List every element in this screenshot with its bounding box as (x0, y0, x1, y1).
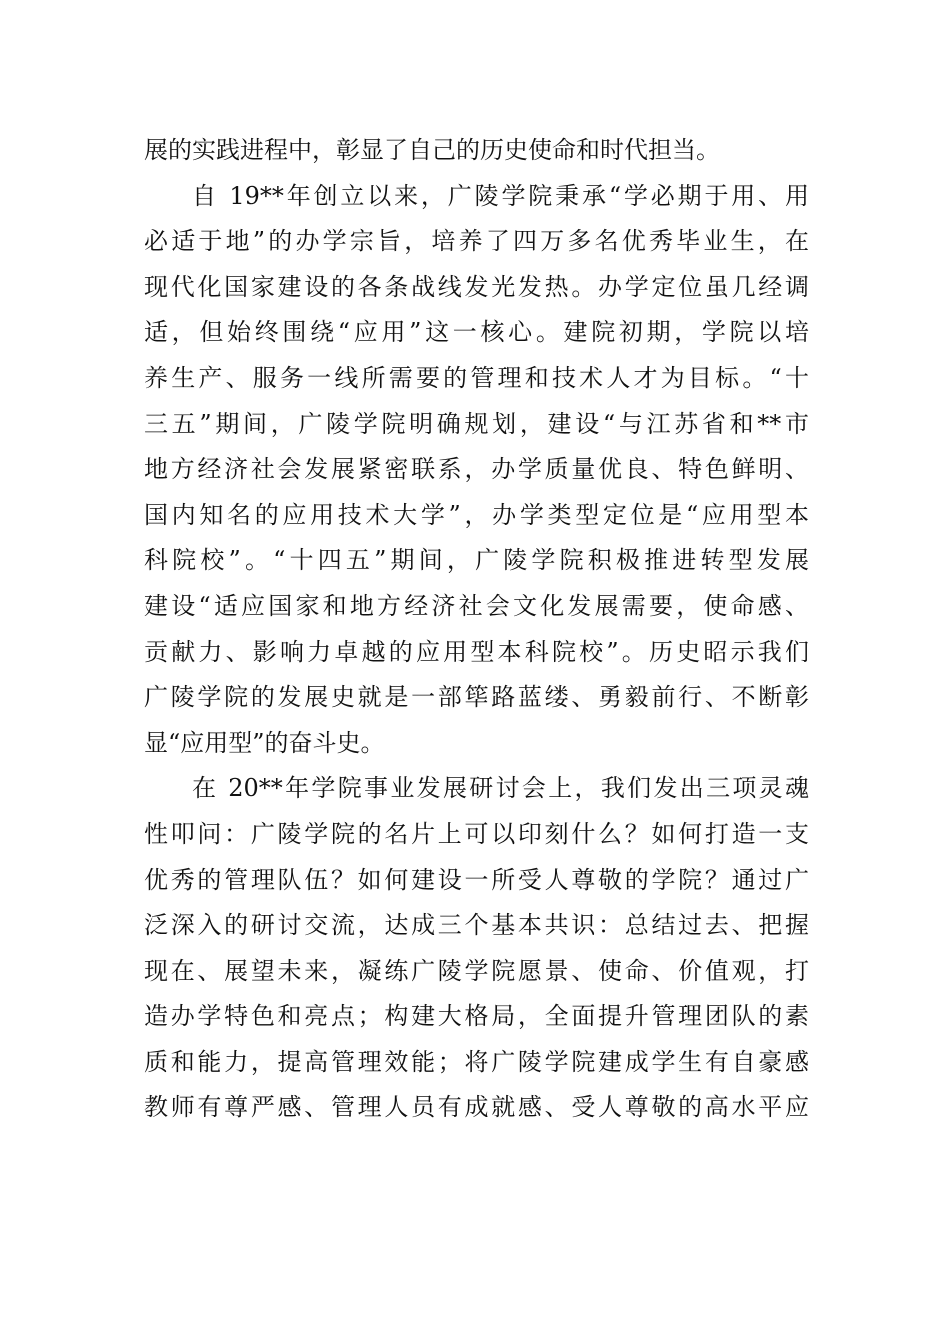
text-line: 国内知名的应用技术大学”，办学类型定位是“应用型本 (144, 500, 809, 529)
text-line: 必适于地”的办学宗旨，培养了四万多名优秀毕业生，在 (144, 227, 809, 256)
text-line: 自 19**年创立以来，广陵学院秉承“学必期于用、用 (192, 181, 809, 210)
text-line: 贡献力、影响力卓越的应用型本科院校”。历史昭示我们 (144, 637, 809, 666)
text-line: 地方经济社会发展紧密联系，办学质量优良、特色鲜明、 (144, 455, 809, 484)
text-line: 教师有尊严感、管理人员有成就感、受人尊敬的高水平应 (144, 1093, 809, 1122)
text-line: 性叩问：广陵学院的名片上可以印刻什么？如何打造一支 (144, 819, 809, 848)
body-text (144, 128, 809, 1131)
text-line: 养生产、服务一线所需要的管理和技术人才为目标。“十 (144, 363, 809, 392)
text-line: 三五”期间，广陵学院明确规划，建设“与江苏省和**市 (144, 409, 809, 438)
text-line: 造办学特色和亮点；构建大格局，全面提升管理团队的素 (144, 1002, 809, 1031)
text-line: 适，但始终围绕“应用”这一核心。建院初期，学院以培 (144, 318, 809, 347)
text-line: 展的实践进程中，彰显了自己的历史使命和时代担当。 (144, 136, 720, 164)
text-line: 在 20**年学院事业发展研讨会上，我们发出三项灵魂 (192, 774, 809, 803)
text-line: 科院校”。“十四五”期间，广陵学院积极推进转型发展 (144, 546, 809, 575)
text-line: 质和能力，提高管理效能；将广陵学院建成学生有自豪感 (144, 1047, 809, 1076)
text-line: 优秀的管理队伍？如何建设一所受人尊敬的学院？通过广 (144, 865, 809, 894)
text-line: 广陵学院的发展史就是一部筚路蓝缕、勇毅前行、不断彰 (144, 683, 809, 712)
text-line: 泛深入的研讨交流，达成三个基本共识：总结过去、把握 (144, 911, 809, 940)
text-line: 显“应用型”的奋斗史。 (144, 728, 385, 757)
text-line: 现在、展望未来，凝练广陵学院愿景、使命、价值观，打 (144, 956, 809, 985)
text-line: 现代化国家建设的各条战线发光发热。办学定位虽几经调 (144, 272, 809, 301)
text-line: 建设“适应国家和地方经济社会文化发展需要，使命感、 (144, 591, 809, 620)
